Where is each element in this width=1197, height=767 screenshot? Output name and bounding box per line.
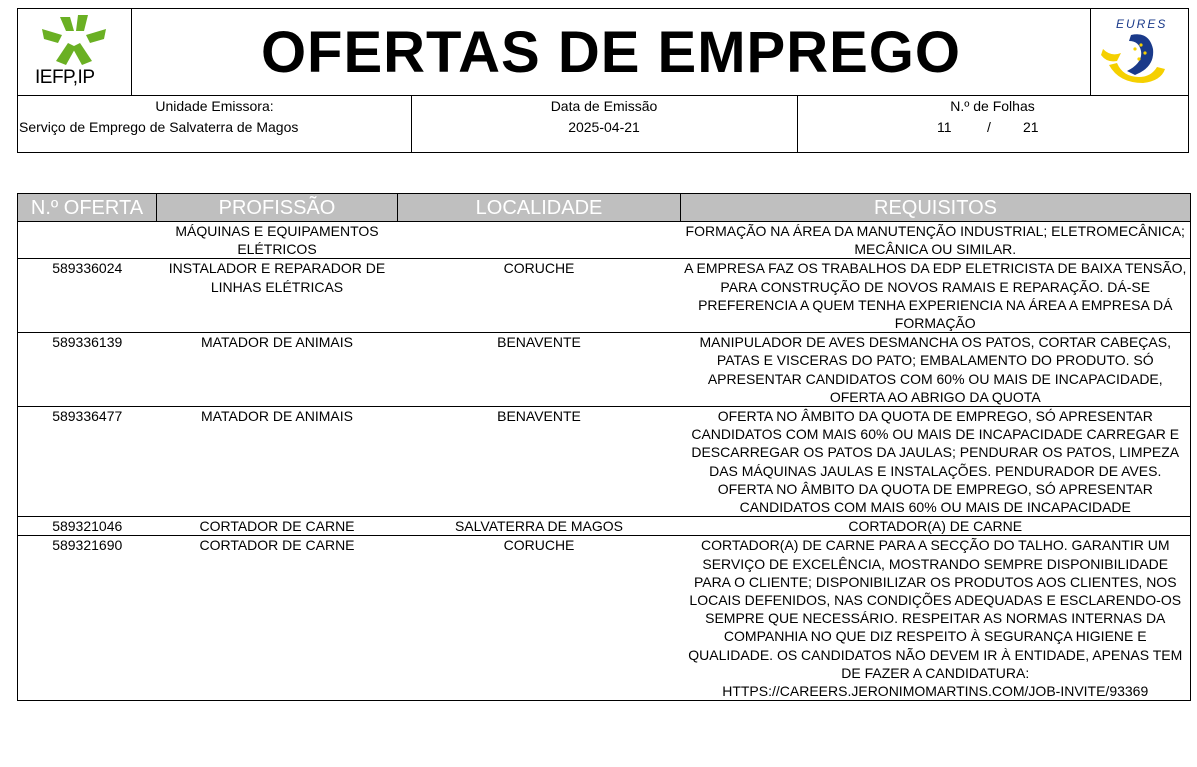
col-header-profissao: PROFISSÃO bbox=[157, 194, 398, 222]
iefp-emblem-icon bbox=[18, 9, 131, 69]
col-header-localidade: LOCALIDADE bbox=[398, 194, 681, 222]
cell-requisitos: FORMAÇÃO NA ÁREA DA MANUTENÇÃO INDUSTRIAL; ELETROMECÂNICA; MECÂNICA OU SIMILAR. bbox=[681, 222, 1191, 259]
eures-emblem-icon bbox=[1091, 9, 1188, 95]
cell-oferta bbox=[18, 222, 157, 259]
cell-localidade bbox=[398, 222, 681, 259]
folhas-separator: / bbox=[987, 119, 991, 135]
cell-requisitos: MANIPULADOR DE AVES DESMANCHA OS PATOS, CORTAR CABEÇAS, PATAS E VISCERAS DO PATO; EMBALAMENTO DO PRODUTO. SÓ APRESENTAR CANDIDATOS COM 60% OU MAIS DE INCAPACIDADE, OFERTA AO ABRIGO DA QUOTA bbox=[681, 333, 1191, 407]
cell-profissao: MATADOR DE ANIMAIS bbox=[157, 407, 398, 517]
folhas-total: 21 bbox=[1023, 119, 1039, 135]
issue-info-row bbox=[17, 96, 1189, 153]
data-emissao-cell bbox=[411, 96, 798, 152]
table-row bbox=[18, 222, 1191, 259]
table-row bbox=[18, 517, 1191, 536]
cell-localidade: SALVATERRA DE MAGOS bbox=[398, 517, 681, 536]
data-emissao-label: Data de Emissão bbox=[550, 98, 658, 114]
folhas-cell bbox=[797, 96, 1188, 152]
col-header-requisitos: REQUISITOS bbox=[681, 194, 1191, 222]
offers-table bbox=[17, 193, 1191, 701]
cell-oferta: 589336024 bbox=[18, 259, 157, 333]
cell-profissao: MATADOR DE ANIMAIS bbox=[157, 333, 398, 407]
table-header-row bbox=[18, 194, 1191, 222]
table-row bbox=[18, 536, 1191, 701]
folhas-label: N.º de Folhas bbox=[950, 98, 1035, 114]
unidade-emissora-label: Unidade Emissora: bbox=[155, 98, 274, 114]
cell-localidade: BENAVENTE bbox=[398, 407, 681, 517]
cell-localidade: BENAVENTE bbox=[398, 333, 681, 407]
data-emissao-value: 2025-04-21 bbox=[568, 119, 640, 135]
cell-oferta: 589336477 bbox=[18, 407, 157, 517]
table-row bbox=[18, 333, 1191, 407]
document-header bbox=[17, 8, 1189, 153]
cell-profissao: CORTADOR DE CARNE bbox=[157, 536, 398, 701]
unidade-emissora-value: Serviço de Emprego de Salvaterra de Magos bbox=[19, 119, 299, 135]
cell-localidade: CORUCHE bbox=[398, 259, 681, 333]
cell-profissao: INSTALADOR E REPARADOR DE LINHAS ELÉTRICAS bbox=[157, 259, 398, 333]
col-header-oferta: N.º OFERTA bbox=[18, 194, 157, 222]
table-row bbox=[18, 259, 1191, 333]
cell-requisitos: OFERTA NO ÂMBITO DA QUOTA DE EMPREGO, SÓ APRESENTAR CANDIDATOS COM MAIS 60% OU MAIS DE INCAPACIDADE CARREGAR E DESCARREGAR OS PATOS DA JAULAS; PENDURAR OS PATOS, LIMPEZA DAS MÁQUINAS JAULAS E INSTALAÇÕES. PENDURADOR DE AVES. OFERTA NO ÂMBITO DA QUOTA DE EMPREGO, SÓ APRESENTAR CANDIDATOS COM MAIS 60% OU MAIS DE INCAPACIDADE bbox=[681, 407, 1191, 517]
eures-logo-text: EURES bbox=[1116, 17, 1168, 31]
page-title: OFERTAS DE EMPREGO bbox=[260, 19, 962, 85]
iefp-logo bbox=[18, 9, 132, 95]
table-row bbox=[18, 407, 1191, 517]
cell-requisitos: CORTADOR(A) DE CARNE bbox=[681, 517, 1191, 536]
cell-localidade: CORUCHE bbox=[398, 536, 681, 701]
cell-requisitos: A EMPRESA FAZ OS TRABALHOS DA EDP ELETRICISTA DE BAIXA TENSÃO, PARA CONSTRUÇÃO DE NOVOS RAMAIS E REPARAÇÃO. DÁ-SE PREFERENCIA A QUEM TENHA EXPERIENCIA NA ÁREA A EMPRESA DÁ FORMAÇÃO bbox=[681, 259, 1191, 333]
title-row bbox=[17, 8, 1189, 96]
eures-logo bbox=[1090, 9, 1188, 95]
iefp-logo-text: IEFP,IP bbox=[35, 67, 95, 88]
cell-oferta: 589321046 bbox=[18, 517, 157, 536]
cell-oferta: 589336139 bbox=[18, 333, 157, 407]
folhas-current: 11 bbox=[937, 119, 952, 135]
unidade-emissora-cell bbox=[18, 96, 412, 152]
cell-profissao: CORTADOR DE CARNE bbox=[157, 517, 398, 536]
cell-profissao: MÁQUINAS E EQUIPAMENTOS ELÉTRICOS bbox=[157, 222, 398, 259]
cell-oferta: 589321690 bbox=[18, 536, 157, 701]
cell-requisitos: CORTADOR(A) DE CARNE PARA A SECÇÃO DO TALHO. GARANTIR UM SERVIÇO DE EXCELÊNCIA, MOSTRANDO SEMPRE DISPONIBILIDADE PARA O CLIENTE; DISPONIBILIZAR OS PRODUTOS AOS CLIENTES, NOS LOCAIS DEFENIDOS, NAS CONDIÇÕES ADEQUADAS E ESCLARENDO-OS SEMPRE QUE NECESSÁRIO. RESPEITAR AS NORMAS INTERNAS DA COMPANHIA NO QUE DIZ RESPEITO À SEGURANÇA HIGIENE E QUALIDADE. OS CANDIDATOS NÃO DEVEM IR À ENTIDADE, APENAS TEM DE FAZER A CANDIDATURA: HTTPS://CAREERS.JERONIMOMARTINS.COM/JOB-INVITE/93369 bbox=[681, 536, 1191, 701]
